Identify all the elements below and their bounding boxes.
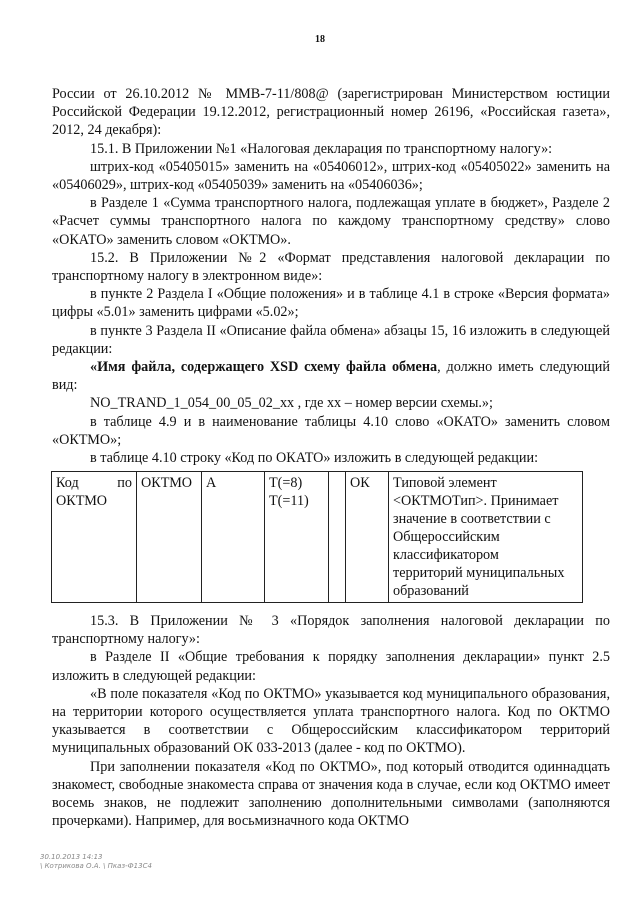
paragraph: в таблице 4.10 строку «Код по ОКАТО» изложить в следующей редакции: [90,450,539,467]
paragraph: 15.2. В Приложении №2 «Формат представления налоговой декларации по транспортному налогу в электронном виде»: [52,249,610,285]
quote-bold-text: «Имя файла, содержащего XSD схему файла обмена [90,359,438,376]
top-text-block [52,85,610,467]
table-cell-type: А [202,472,265,603]
paragraph: в таблице 4.9 и в наименование таблицы 4.10 слово «ОКАТО» заменить словом «ОКТМО»; [52,413,610,448]
paragraph: в пункте 3 Раздела II «Описание файла обмена» абзацы 15, 16 изложить в следующей редакции: [52,322,610,357]
print-footer [40,853,152,871]
bottom-text-block [52,612,610,830]
paragraph: 15.1. В Приложении №1 «Налоговая декларация по транспортному налогу»: [90,140,553,157]
table-cell-name: ОКТМО [137,472,202,603]
paragraph: «В поле показателя «Код по ОКТМО» указывается код муниципального образования, на территории которого осуществляется уплата транспортного налога. Код по ОКТМО указывается в соответствии с Общероссийским классификатором территорий муниципальных образований ОК 033-2013 (далее - код по ОКТМО). [52,685,610,757]
table-cell-format: Т(=8) Т(=11) [265,472,329,603]
paragraph: в пункте 2 Раздела I «Общие положения» и в таблице 4.1 в строке «Версия формата» цифры «5.01» заменить цифрами «5.02»; [52,286,610,321]
filename-line: NO_TRAND_1_054_00_05_02_xx , где xx – номер версии схемы.»; [90,395,493,412]
table-cell-code: Код по ОКТМО [52,472,137,603]
footer-line: \ Котрикова О.А. \ Пказ-Ф13С4 [40,862,152,870]
footer-line: 30.10.2013 14:13 [40,853,103,861]
paragraph: 15.3. В Приложении № 3 «Порядок заполнения налоговой декларации по транспортному налогу»: [52,613,610,648]
page-number: 18 [315,34,325,45]
paragraph: штрих-код «05405015» заменить на «05406012», штрих-код «05405022» заменить на «05406029», штрих-код «05405039» заменить на «05406036»; [52,158,610,194]
quote-rest-text: , должно иметь следующий вид: [52,359,610,394]
paragraph: При заполнении показателя «Код по ОКТМО», под который отводится одиннадцать знакомест, свободные знакоместа справа от значения кода в случае, если код ОКТМО имеет восемь знаков, не подлежит заполнению дополнительными символами (заполняются прочерками). Например, для восьмизначного кода ОКТМО [52,758,610,830]
okmto-table [51,471,583,603]
paragraph: России от 26.10.2012 № ММВ-7-11/808@ (зарегистрирован Министерством юстиции Российской Федерации 19.12.2012, регистрационный номер 26196, «Российская газета», 2012, 24 декабря): [52,86,610,139]
table-cell-attr: ОК [346,472,389,603]
table-cell-description: Типовой элемент <ОКТМОТип>. Принимает значение в соответствии с Общероссийским классификатором территорий муниципальных образований [389,472,583,603]
table-row [52,472,583,603]
paragraph: в Разделе 1 «Сумма транспортного налога, подлежащая уплате в бюджет», Разделе 2 «Расчет суммы транспортного налога по каждому транспортному средству» слово «ОКАТО» заменить словом «ОКТМО». [52,195,610,248]
paragraph: в Разделе II «Общие требования к порядку заполнения декларации» пункт 2.5 изложить в следующей редакции: [52,649,610,684]
table-cell-empty [329,472,346,603]
quote-paragraph [52,358,610,394]
